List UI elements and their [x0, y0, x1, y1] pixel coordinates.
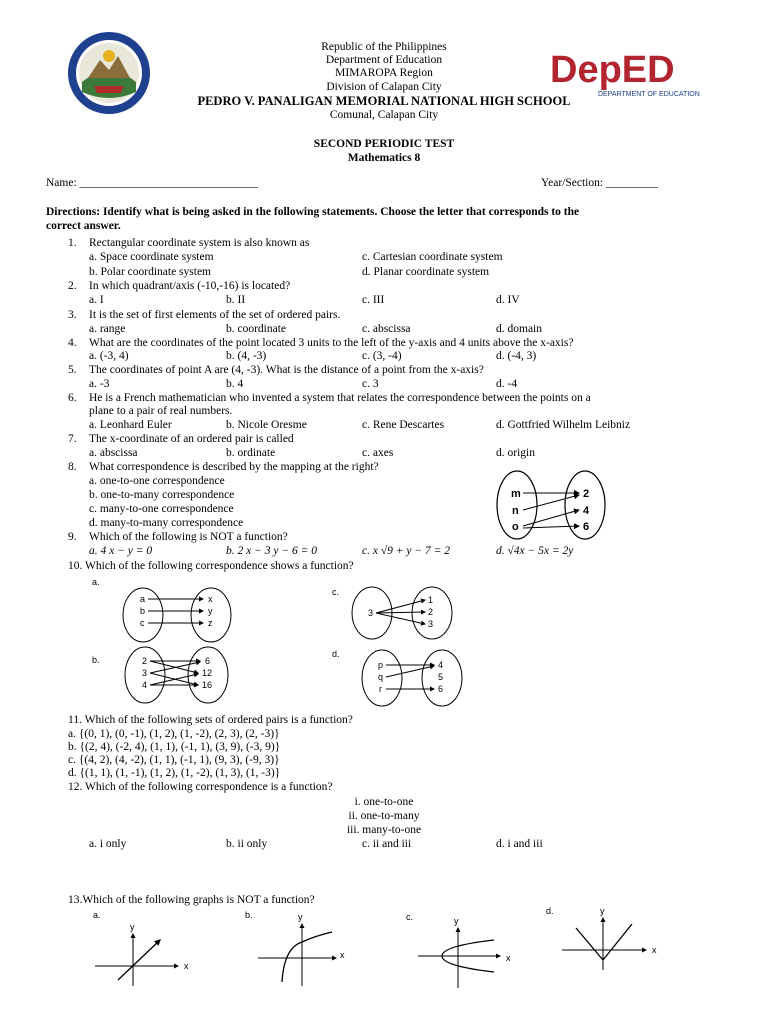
q10-a-left-3: c	[140, 618, 145, 628]
question-3: 3. It is the set of first elements of the set of ordered pairs.	[68, 309, 341, 321]
q11-option-b: b. {(2, 4), (-2, 4), (1, 1), (-1, 1), (3, 9), (-3, 9)}	[68, 741, 281, 753]
q9-option-a: a. 4 x − y = 0	[89, 545, 153, 557]
deped-logo-subtext: DEPARTMENT OF EDUCATION	[598, 91, 700, 98]
q12-option-b: b. ii only	[226, 838, 268, 850]
question-12: 12. Which of the following correspondence is a function?	[68, 781, 333, 793]
q12-statement-iii: iii. many-to-one	[346, 824, 422, 836]
q8-left-o: o	[512, 521, 519, 533]
q7-option-c: c. axes	[362, 447, 394, 459]
q10-c-label: c.	[332, 587, 340, 597]
q2-option-b: b. II	[226, 294, 246, 306]
question-13: 13.Which of the following graphs is NOT a function?	[68, 894, 315, 906]
test-title: SECOND PERIODIC TEST	[313, 138, 455, 150]
q8-arrow-n-2	[523, 495, 579, 510]
q7-option-b: b. ordinate	[226, 447, 276, 459]
q1-option-c: c. Cartesian coordinate system	[362, 251, 503, 263]
q10-b-left-3: 4	[142, 680, 148, 690]
q10-d-label: d.	[332, 649, 340, 659]
q8-arrow-o-4	[523, 510, 579, 526]
q4-option-a: a. (-3, 4)	[89, 350, 129, 362]
q10-a-label: a.	[92, 577, 100, 587]
q10-d-right-1: 4	[438, 660, 444, 670]
q10-diagram-a	[90, 575, 250, 645]
header-address: Comunal, Calapan City	[329, 109, 439, 121]
directions-continued: correct answer.	[46, 220, 121, 232]
q10-a-right-1: x	[208, 594, 213, 604]
q13-b-label: b.	[245, 910, 253, 920]
q10-b-left-1: 2	[142, 656, 148, 666]
question-10: 10. Which of the following correspondence shows a function?	[68, 560, 354, 572]
q8-mapping-diagram	[490, 467, 620, 543]
q13-graph-d	[540, 904, 665, 974]
deped-logo-text: DepED	[550, 49, 675, 91]
q7-option-d: d. origin	[496, 447, 535, 459]
q5-option-a: a. -3	[89, 378, 110, 390]
q8-left-n: n	[512, 505, 519, 517]
q13-b-x-label: x	[340, 950, 345, 960]
q6-option-d: d. Gottfried Wilhelm Leibniz	[496, 419, 631, 431]
directions: Directions: Identify what is being asked in the following statements. Choose the letter that corresponds to the	[46, 206, 580, 218]
q10-b-right-1: 6	[205, 656, 211, 666]
q10-diagram-d	[330, 645, 470, 710]
q10-a-right-2: y	[208, 606, 213, 616]
q9-option-b: b. 2 x − 3 y − 6 = 0	[226, 545, 317, 557]
q3-option-d: d. domain	[496, 323, 542, 335]
question-9: 9. Which of the following is NOT a function?	[68, 531, 288, 543]
section-field-label: Year/Section: _________	[541, 177, 658, 189]
q13-d-y-label: y	[600, 906, 605, 916]
q3-option-a: a. range	[89, 323, 126, 335]
q6-option-a: a. Leonhard Euler	[89, 419, 172, 431]
q9-option-c: c. x √9 + y − 7 = 2	[362, 545, 451, 557]
q11-option-a: a. {(0, 1), (0, -1), (1, 2), (1, -2), (2, 3), (2, -3)}	[68, 728, 280, 740]
q12-option-a: a. i only	[89, 838, 127, 850]
q10-c-left-1: 3	[368, 608, 374, 618]
q10-d-left-1: p	[378, 660, 384, 670]
test-subject: Mathematics 8	[347, 152, 421, 164]
q12-statement-ii: ii. one-to-many	[348, 810, 420, 822]
header-department: Department of Education	[325, 54, 443, 66]
q7-option-a: a. abscissa	[89, 447, 138, 459]
q10-c-right-1: 1	[428, 595, 434, 605]
q8-right-6: 6	[583, 521, 590, 533]
q2-option-c: c. III	[362, 294, 385, 306]
q1-option-b: b. Polar coordinate system	[89, 266, 212, 278]
q4-option-c: c. (3, -4)	[362, 350, 402, 362]
q4-option-b: b. (4, -3)	[226, 350, 267, 362]
q2-option-d: d. IV	[496, 294, 520, 306]
q12-option-c: c. ii and iii	[362, 838, 412, 850]
q13-graph-b	[240, 908, 360, 990]
q13-d-label: d.	[546, 906, 554, 916]
q13-graph-c	[402, 910, 522, 992]
q10-a-left-2: b	[140, 606, 146, 616]
question-11: 11. Which of the following sets of ordered pairs is a function?	[68, 714, 353, 726]
q8-left-m: m	[511, 488, 521, 500]
question-6: 6. He is a French mathematician who invented a system that relates the correspondence between the points on a	[68, 392, 591, 404]
q13-a-x-label: x	[184, 961, 189, 971]
q6-option-b: b. Nicole Oresme	[226, 419, 307, 431]
q8-option-a: a. one-to-one correspondence	[89, 475, 225, 487]
q11-option-c: c. {(4, 2), (4, -2), (1, 1), (-1, 1), (9, 3), (-9, 3)}	[68, 754, 280, 766]
q1-option-a: a. Space coordinate system	[89, 251, 214, 263]
question-1: 1. Rectangular coordinate system is also known as	[68, 237, 310, 249]
header-school-name: PEDRO V. PANALIGAN MEMORIAL NATIONAL HIGH SCHOOL	[197, 94, 571, 108]
question-2: 2. In which quadrant/axis (-10,-16) is located?	[68, 280, 291, 292]
q10-d-left-2: q	[378, 672, 384, 682]
q6-option-c: c. Rene Descartes	[362, 419, 445, 431]
header-region: MIMAROPA Region	[335, 67, 433, 79]
question-7: 7. The x-coordinate of an ordered pair is called	[68, 433, 294, 445]
q11-option-d: d. {(1, 1), (1, -1), (1, 2), (1, -2), (1, 3), (1, -3)}	[68, 767, 281, 779]
q10-c-right-3: 3	[428, 619, 434, 629]
q8-right-4: 4	[583, 505, 590, 517]
q13-c-y-label: y	[454, 916, 459, 926]
q5-option-d: d. -4	[496, 378, 518, 390]
question-8: 8. What correspondence is described by the mapping at the right?	[68, 461, 379, 473]
q8-option-b: b. one-to-many correspondence	[89, 489, 235, 501]
q3-option-c: c. abscissa	[362, 323, 411, 335]
q13-c-label: c.	[406, 912, 414, 922]
q10-b-right-2: 12	[202, 668, 213, 678]
q10-b-label: b.	[92, 655, 100, 665]
q10-a-left-1: a	[140, 594, 146, 604]
q4-option-d: d. (-4, 3)	[496, 350, 537, 362]
q13-a-label: a.	[93, 910, 101, 920]
q12-option-d: d. i and iii	[496, 838, 543, 850]
q3-option-b: b. coordinate	[226, 323, 287, 335]
header-division: Division of Calapan City	[326, 81, 442, 93]
question-5: 5. The coordinates of point A are (4, -3). What is the distance of a point from the x-axis?	[68, 364, 484, 376]
q10-b-right-3: 16	[202, 680, 213, 690]
q13-d-x-label: x	[652, 945, 657, 955]
q5-option-b: b. 4	[226, 378, 244, 390]
q10-diagram-b	[90, 645, 250, 710]
q10-d-right-3: 6	[438, 684, 444, 694]
q9-option-d: d. √4x − 5x = 2y	[496, 545, 574, 557]
q10-b-left-2: 3	[142, 668, 148, 678]
q13-graph-a	[88, 908, 208, 988]
q10-d-left-3: r	[379, 684, 382, 694]
q10-d-right-2: 5	[438, 672, 444, 682]
header-republic: Republic of the Philippines	[321, 41, 447, 53]
q10-diagram-c	[330, 585, 470, 645]
q2-option-a: a. I	[89, 294, 104, 306]
q8-option-d: d. many-to-many correspondence	[89, 517, 244, 529]
q10-a-right-3: z	[208, 618, 213, 628]
q10-c-right-2: 2	[428, 607, 434, 617]
q13-b-y-label: y	[298, 912, 303, 922]
q12-statement-i: i. one-to-one	[354, 796, 414, 808]
q13-c-x-label: x	[506, 953, 511, 963]
q13-a-y-label: y	[130, 922, 135, 932]
q8-option-c: c. many-to-one correspondence	[89, 503, 234, 515]
name-field-label: Name: _______________________________	[46, 177, 258, 189]
q8-right-2: 2	[583, 488, 590, 500]
question-4: 4. What are the coordinates of the point located 3 units to the left of the y-axis and 4 units above the x-axis?	[68, 337, 574, 349]
question-6-continued: plane to a pair of real numbers.	[89, 405, 233, 417]
q5-option-c: c. 3	[362, 378, 379, 390]
q1-option-d: d. Planar coordinate system	[362, 266, 490, 278]
